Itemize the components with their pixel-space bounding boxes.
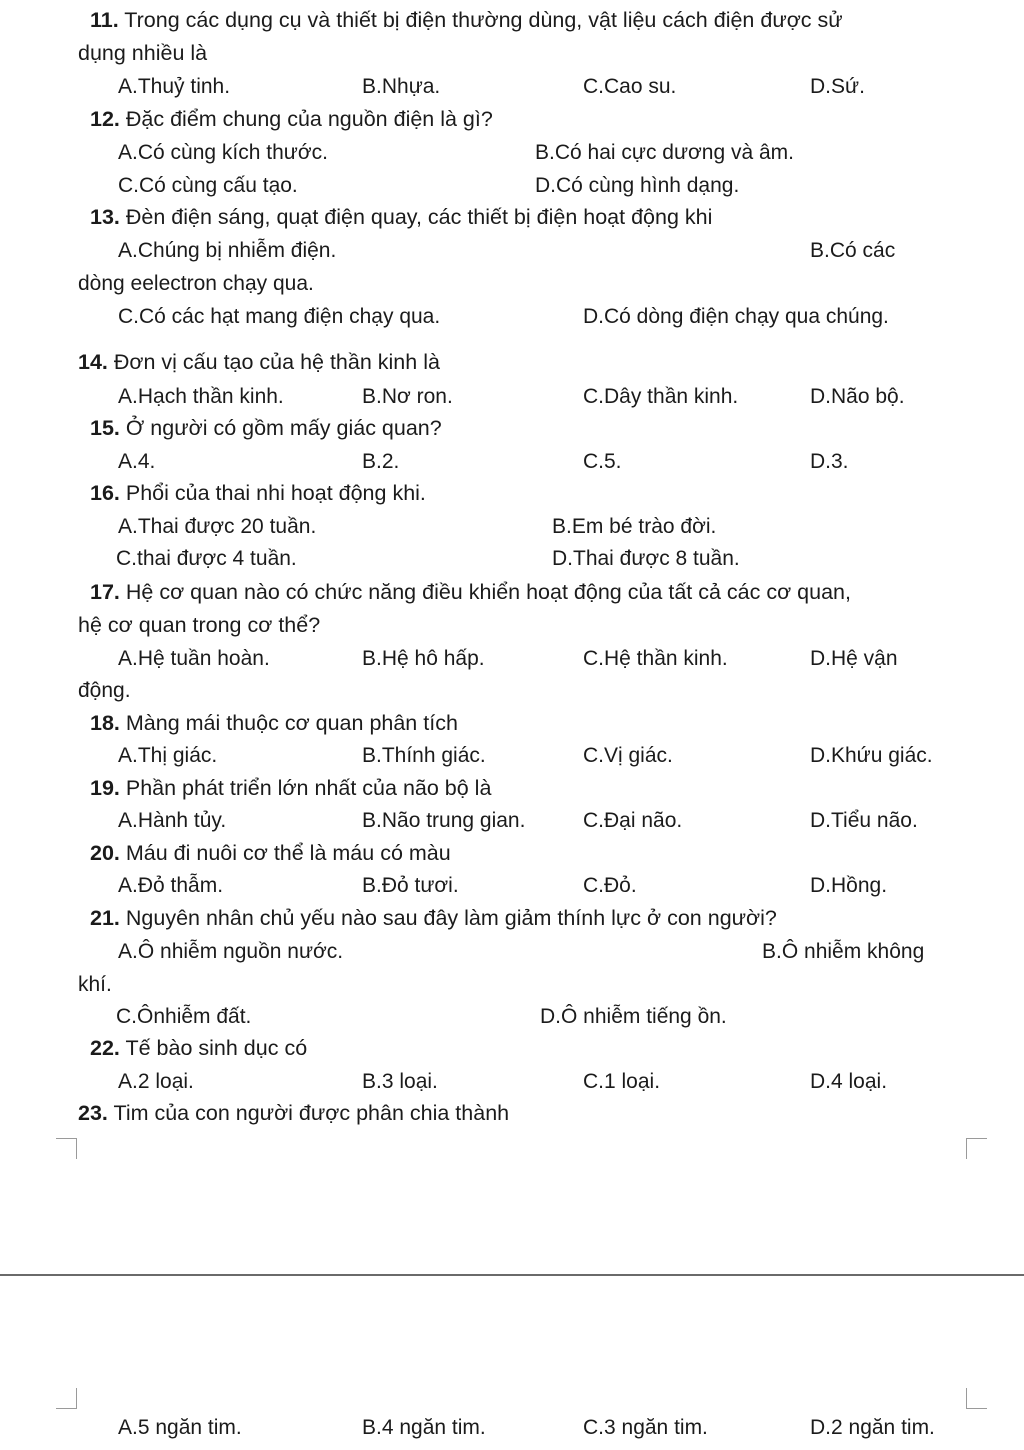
q17-option-a[interactable]: A.Hệ tuần hoàn.	[118, 647, 270, 670]
q12-option-d[interactable]: D.Có cùng hình dạng.	[535, 174, 740, 197]
q13-option-a[interactable]: A.Chúng bị nhiễm điện.	[118, 239, 337, 262]
question-15: 15. Ở người có gồm mấy giác quan?	[90, 416, 442, 440]
q17-option-c[interactable]: C.Hệ thần kinh.	[583, 647, 728, 670]
q17-option-b[interactable]: B.Hệ hô hấp.	[362, 647, 485, 670]
question-11-cont: dụng nhiều là	[78, 41, 208, 65]
q21-option-a[interactable]: A.Ô nhiễm nguồn nước.	[118, 940, 344, 963]
question-21: 21. Nguyên nhân chủ yếu nào sau đây làm giảm thính lực ở con người?	[90, 906, 777, 930]
q21-option-b[interactable]: B.Ô nhiễm không	[762, 940, 925, 963]
q18-option-a[interactable]: A.Thị giác.	[118, 744, 218, 767]
question-18: 18. Màng mái thuộc cơ quan phân tích	[90, 711, 458, 735]
q17-option-d[interactable]: D.Hệ vận	[810, 647, 898, 670]
q13-option-b[interactable]: B.Có các	[810, 239, 896, 262]
q23-option-d[interactable]: D.2 ngăn tim.	[810, 1416, 935, 1439]
question-17-cont: hệ cơ quan trong cơ thể?	[78, 613, 321, 637]
q14-option-c[interactable]: C.Dây thần kinh.	[583, 385, 739, 408]
q22-option-a[interactable]: A.2 loại.	[118, 1070, 194, 1093]
q11-option-d[interactable]: D.Sứ.	[810, 75, 865, 98]
q20-option-b[interactable]: B.Đỏ tươi.	[362, 874, 459, 897]
q14-option-d[interactable]: D.Não bộ.	[810, 385, 905, 408]
question-13: 13. Đèn điện sáng, quạt điện quay, các thiết bị điện hoạt động khi	[90, 205, 713, 229]
q17-option-d-cont: động.	[78, 679, 131, 702]
q23-option-c[interactable]: C.3 ngăn tim.	[583, 1416, 708, 1439]
question-12: 12. Đặc điểm chung của nguồn điện là gì?	[90, 107, 493, 131]
q11-option-b[interactable]: B.Nhựa.	[362, 75, 441, 98]
crop-corner-bottom-left	[56, 1388, 77, 1409]
question-22: 22. Tế bào sinh dục có	[90, 1036, 308, 1060]
question-19: 19. Phần phát triển lớn nhất của não bộ là	[90, 776, 492, 800]
question-16: 16. Phổi của thai nhi hoạt động khi.	[90, 481, 426, 505]
q19-option-b[interactable]: B.Não trung gian.	[362, 809, 526, 832]
q18-option-b[interactable]: B.Thính giác.	[362, 744, 486, 767]
q15-option-a[interactable]: A.4.	[118, 450, 156, 473]
q13-option-b-cont: dòng eelectron chạy qua.	[78, 272, 314, 295]
q16-option-d[interactable]: D.Thai được 8 tuần.	[552, 547, 740, 570]
q20-option-d[interactable]: D.Hồng.	[810, 874, 888, 897]
q23-option-b[interactable]: B.4 ngăn tim.	[362, 1416, 486, 1439]
q14-option-b[interactable]: B.Nơ ron.	[362, 385, 453, 408]
crop-corner-top-left	[56, 1138, 77, 1159]
q21-option-b-cont: khí.	[78, 973, 112, 996]
q15-option-c[interactable]: C.5.	[583, 450, 622, 473]
q12-option-b[interactable]: B.Có hai cực dương và âm.	[535, 141, 794, 164]
q11-option-a[interactable]: A.Thuỷ tinh.	[118, 75, 231, 98]
q19-option-d[interactable]: D.Tiểu não.	[810, 809, 918, 832]
q20-option-c[interactable]: C.Đỏ.	[583, 874, 637, 897]
q20-option-a[interactable]: A.Đỏ thẫm.	[118, 874, 224, 897]
q22-option-d[interactable]: D.4 loại.	[810, 1070, 888, 1093]
q18-option-c[interactable]: C.Vị giác.	[583, 744, 673, 767]
q13-option-c[interactable]: C.Có các hạt mang điện chạy qua.	[118, 305, 441, 328]
q12-option-c[interactable]: C.Có cùng cấu tạo.	[118, 174, 298, 197]
q15-option-b[interactable]: B.2.	[362, 450, 400, 473]
q16-option-c[interactable]: C.thai được 4 tuần.	[116, 547, 297, 570]
q13-option-d[interactable]: D.Có dòng điện chạy qua chúng.	[583, 305, 889, 328]
q18-option-d[interactable]: D.Khứu giác.	[810, 744, 933, 767]
q11-option-c[interactable]: C.Cao su.	[583, 75, 677, 98]
q21-option-c[interactable]: C.Ônhiễm đất.	[116, 1005, 252, 1028]
crop-corner-top-right	[966, 1138, 987, 1159]
q14-option-a[interactable]: A.Hạch thần kinh.	[118, 385, 284, 408]
divider-line	[0, 1274, 1024, 1276]
q12-option-a[interactable]: A.Có cùng kích thước.	[118, 141, 328, 164]
q16-option-b[interactable]: B.Em bé trào đời.	[552, 515, 717, 538]
question-23: 23. Tim của con người được phân chia thành	[78, 1101, 510, 1125]
q22-option-b[interactable]: B.3 loại.	[362, 1070, 438, 1093]
question-14: 14. Đơn vị cấu tạo của hệ thần kinh là	[78, 350, 440, 374]
question-17: 17. Hệ cơ quan nào có chức năng điều khiển hoạt động của tất cả các cơ quan,	[90, 580, 851, 604]
q19-option-a[interactable]: A.Hành tủy.	[118, 809, 227, 832]
question-20: 20. Máu đi nuôi cơ thể là máu có màu	[90, 841, 451, 865]
question-11: 11. Trong các dụng cụ và thiết bị điện thường dùng, vật liệu cách điện được sử	[90, 8, 843, 32]
q21-option-d[interactable]: D.Ô nhiễm tiếng ồn.	[540, 1005, 727, 1028]
q15-option-d[interactable]: D.3.	[810, 450, 849, 473]
q22-option-c[interactable]: C.1 loại.	[583, 1070, 661, 1093]
q23-option-a[interactable]: A.5 ngăn tim.	[118, 1416, 242, 1439]
q19-option-c[interactable]: C.Đại não.	[583, 809, 683, 832]
q16-option-a[interactable]: A.Thai được 20 tuần.	[118, 515, 317, 538]
crop-corner-bottom-right	[966, 1388, 987, 1409]
